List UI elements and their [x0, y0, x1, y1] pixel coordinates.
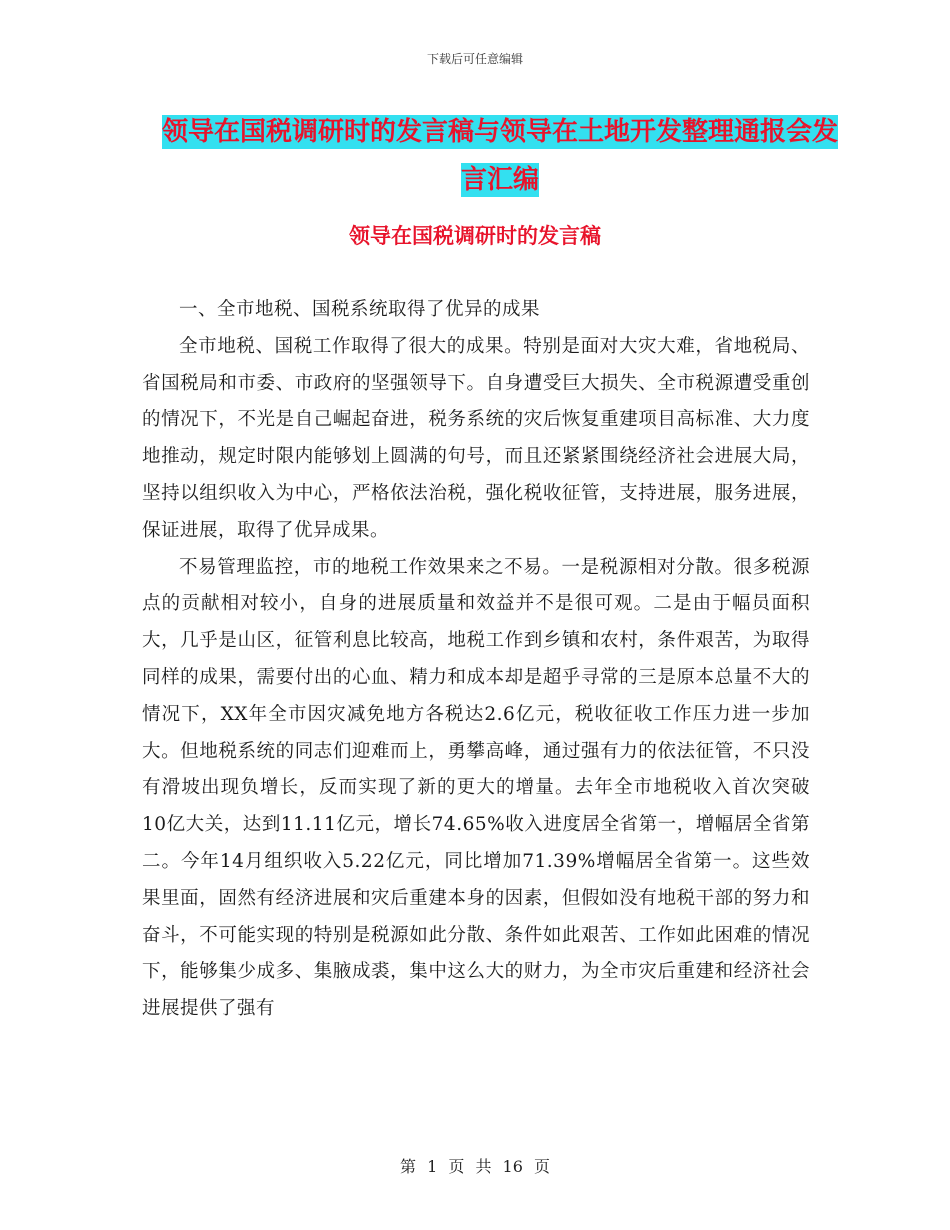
page-header-note: 下载后可任意编辑	[426, 52, 523, 66]
body-paragraph: 不易管理监控，市的地税工作效果来之不易。一是税源相对分散。很多税源点的贡献相对较小，自身的进展质量和效益并不是很可观。二是由于幅员面积大，几乎是山区，征管利息比较高，地税工作到乡镇和农村，条件艰苦，为取得同样的成果，需要付出的心血、精力和成本却是超乎寻常的三是原本总量不大的情况下，XX年全市因灾减免地方各税达2.6亿元，税收征收工作压力进一步加大。但地税系统的同志们迎难而上，勇攀高峰，通过强有力的依法征管，不只没有滑坡出现负增长，反而实现了新的更大的增量。去年全市地税收入首次突破10亿大关，达到11.11亿元，增长74.65%收入进度居全省第一，增幅居全省第二。今年14月组织收入5.22亿元，同比增加71.39%增幅居全省第一。这些效果里面，固然有经济进展和灾后重建本身的因素，但假如没有地税干部的努力和奋斗，不可能实现的特别是税源如此分散、条件如此艰苦、工作如此困难的情况下，能够集少成多、集腋成裘，集中这么大的财力，为全市灾后重建和经济社会进展提供了强有	[142, 556, 810, 1020]
document-title-text: 领导在国税调研时的发言稿与领导在土地开发整理通报会发言汇编	[161, 117, 838, 195]
document-body	[142, 292, 810, 1028]
section-heading-paragraph: 一、全市地税、国税系统取得了优异的成果	[179, 299, 541, 320]
document-title	[150, 108, 850, 204]
section-title: 领导在国税调研时的发言稿	[349, 224, 601, 248]
page-footer: 第 1 页 共 16 页	[400, 1157, 550, 1176]
body-paragraph: 全市地税、国税工作取得了很大的成果。特别是面对大灾大难，省地税局、省国税局和市委、市政府的坚强领导下。自身遭受巨大损失、全市税源遭受重创的情况下，不光是自己崛起奋进，税务系统的灾后恢复重建项目高标准、大力度地推动，规定时限内能够划上圆满的句号，而且还紧紧围绕经济社会进展大局，坚持以组织收入为中心，严格依法治税，强化税收征管，支持进展，服务进展，保证进展，取得了优异成果。	[142, 335, 810, 541]
